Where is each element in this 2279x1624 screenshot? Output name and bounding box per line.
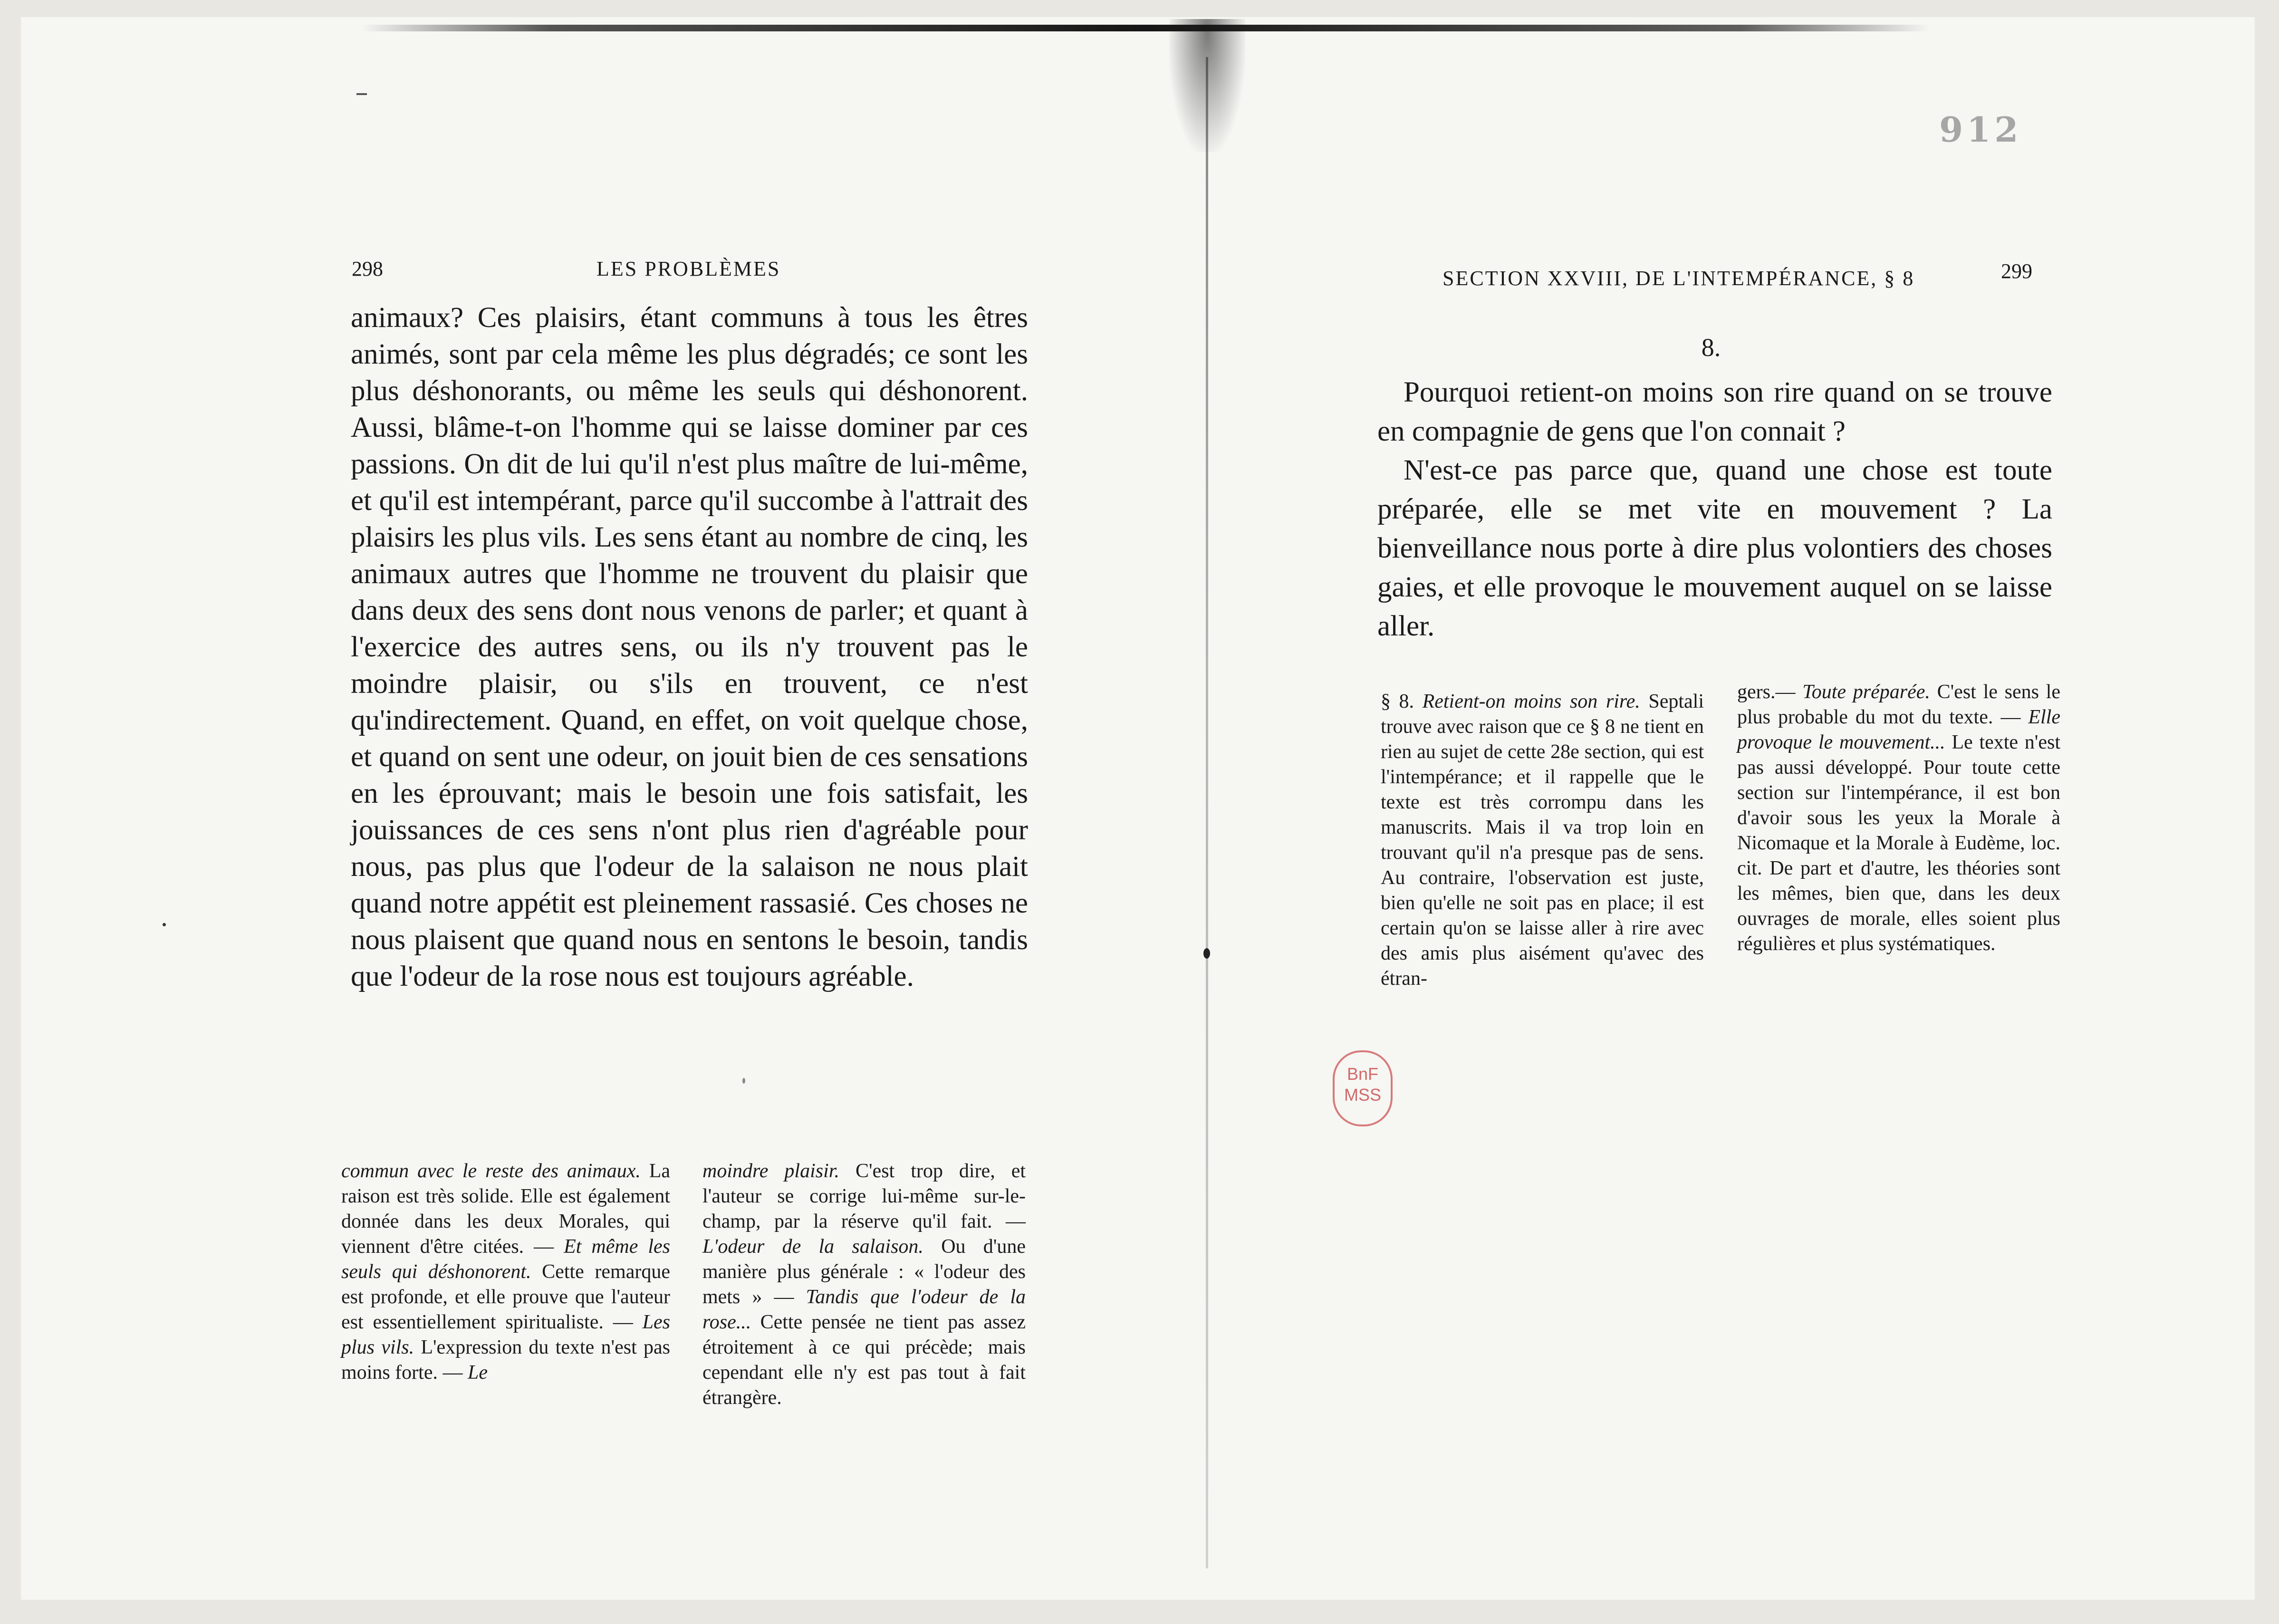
folio-stamp: 912: [1939, 109, 2022, 150]
right-main-text: [1377, 373, 2052, 646]
note-lemma: Elle provoque le mouvement...: [1737, 706, 2060, 753]
left-running-head: LES PROBLÈMES: [596, 257, 781, 280]
note-text: C'est le sens le plus probable du mot du texte. —: [1737, 681, 2060, 728]
note-lemma: Tandis que l'odeur de la rose...: [702, 1286, 1026, 1333]
note-text: Cette pensée ne tient pas assez étroitement à ce qui précède; mais cependant elle n'y est pas tout à fait étrangère.: [702, 1311, 1026, 1409]
library-stamp-line2: MSS: [1344, 1085, 1381, 1105]
note-lemma: Retient-on moins son rire.: [1422, 691, 1640, 712]
note-lemma: Et même les seuls qui déshonorent.: [341, 1236, 670, 1283]
note-text: Le texte n'est pas aussi développé. Pour toute cette section sur l'intempérance, il est bon d'avoir sous les yeux la Morale à Nicomaque et la Morale à Eudème, loc. cit. De part et d'autre, les théories sont les mêmes, bien que, dans les deux ouvrages de morale, elles soient plus régulières et plus systématiques.: [1737, 731, 2060, 955]
right-answer-paragraph: N'est-ce pas parce que, quand une chose est toute préparée, elle se met vite en mouvement ? La bienveillance nous porte à dire plus volontiers des choses gaies, et elle provoque le mouvement auquel on se laisse aller.: [1377, 454, 2052, 642]
right-question-paragraph: Pourquoi retient-on moins son rire quand on se trouve en compagnie de gens que l'on connait ?: [1377, 376, 2052, 447]
note-text: Ou d'une manière plus générale : « l'odeur des mets » —: [702, 1236, 1026, 1308]
note-text: Cette remarque est profonde, et elle prouve que l'auteur est essentiellement spiritualiste. —: [341, 1261, 670, 1333]
right-note-column-2: [1737, 680, 2060, 957]
right-page-number: 299: [2001, 259, 2032, 283]
right-note-column-1: [1381, 689, 1704, 991]
book-gutter: [1206, 57, 1208, 1568]
left-page-number: 298: [352, 257, 383, 280]
note-lemma: Toute préparée.: [1802, 681, 1930, 703]
scan-mark: [356, 93, 367, 95]
note-text: L'expression du texte n'est pas moins forte. —: [341, 1336, 670, 1384]
note-text: C'est trop dire, et l'auteur se corrige lui-même sur-le-champ, par la réserve qu'il fait. —: [702, 1160, 1026, 1232]
library-stamp-line1: BnF: [1346, 1064, 1379, 1084]
left-note-column-1: [341, 1159, 670, 1385]
left-note-column-2: [702, 1159, 1026, 1411]
note-lemma: commun avec le reste des animaux.: [341, 1160, 641, 1182]
note-text: gers.—: [1737, 681, 1803, 703]
scan-speck: [1203, 948, 1210, 959]
scan-edge-shadow: [361, 25, 1930, 31]
note-text: Septali trouve avec raison que ce § 8 ne tient en rien au sujet de cette 28e section, qui est l'intempérance; et il rappelle que le texte est très corrompu dans les manuscrits. Mais il va trop loin en trouvant qu'il n'a presque pas de sens. Au contraire, l'observation est juste, bien qu'elle ne soit pas en place; il est certain qu'on se laisse aller à rire avec des amis plus aisément qu'avec des étran-: [1381, 691, 1704, 990]
note-lemma: Les plus vils.: [341, 1311, 670, 1358]
section-number: 8.: [1701, 333, 1721, 362]
note-lemma: L'odeur de la salaison.: [702, 1236, 923, 1258]
note-lemma: moindre plaisir.: [702, 1160, 839, 1182]
library-stamp: [1333, 1050, 1393, 1126]
scan-speck: [163, 923, 166, 926]
scan-speck: [742, 1078, 745, 1084]
note-text: § 8.: [1381, 691, 1423, 712]
note-text: La raison est très solide. Elle est également donnée dans les deux Morales, qui viennent d'être citées. —: [341, 1160, 671, 1258]
left-paragraph: animaux? Ces plaisirs, étant communs à tous les êtres animés, sont par cela même les plus dégradés; ce sont les plus déshonorants, ou même les seuls qui déshonorent. Aussi, blâme-t-on l'homme qui se laisse dominer par ces passions. On dit de lui qu'il n'est plus maître de lui-même, et qu'il est intempérant, parce qu'il succombe à l'attrait des plaisirs les plus vils. Les sens étant au nombre de cinq, les animaux autres que l'homme ne trouvent du plaisir que dans deux des sens dont nous venons de parler; et quant à l'exercice des autres sens, ou ils n'y trouvent pas le moindre plaisir, ou s'ils en trouvent, ce n'est qu'indirectement. Quand, en effet, on voit quelque chose, et quand on sent une odeur, on jouit bien de ces sensations en les éprouvant; mais le besoin une fois satisfait, les jouissances de ces sens n'ont plus rien d'agréable pour nous, pas plus que l'odeur de la salaison ne nous plait quand notre appétit est pleinement rassasié. Ces choses ne nous plaisent que quand nous en sentons le besoin, tandis que l'odeur de la rose nous est toujours agréable.: [351, 302, 1028, 992]
right-running-head: SECTION XXVIII, DE L'INTEMPÉRANCE, § 8: [1442, 267, 1915, 290]
note-lemma: Le: [467, 1362, 488, 1384]
left-main-text: [351, 299, 1028, 995]
